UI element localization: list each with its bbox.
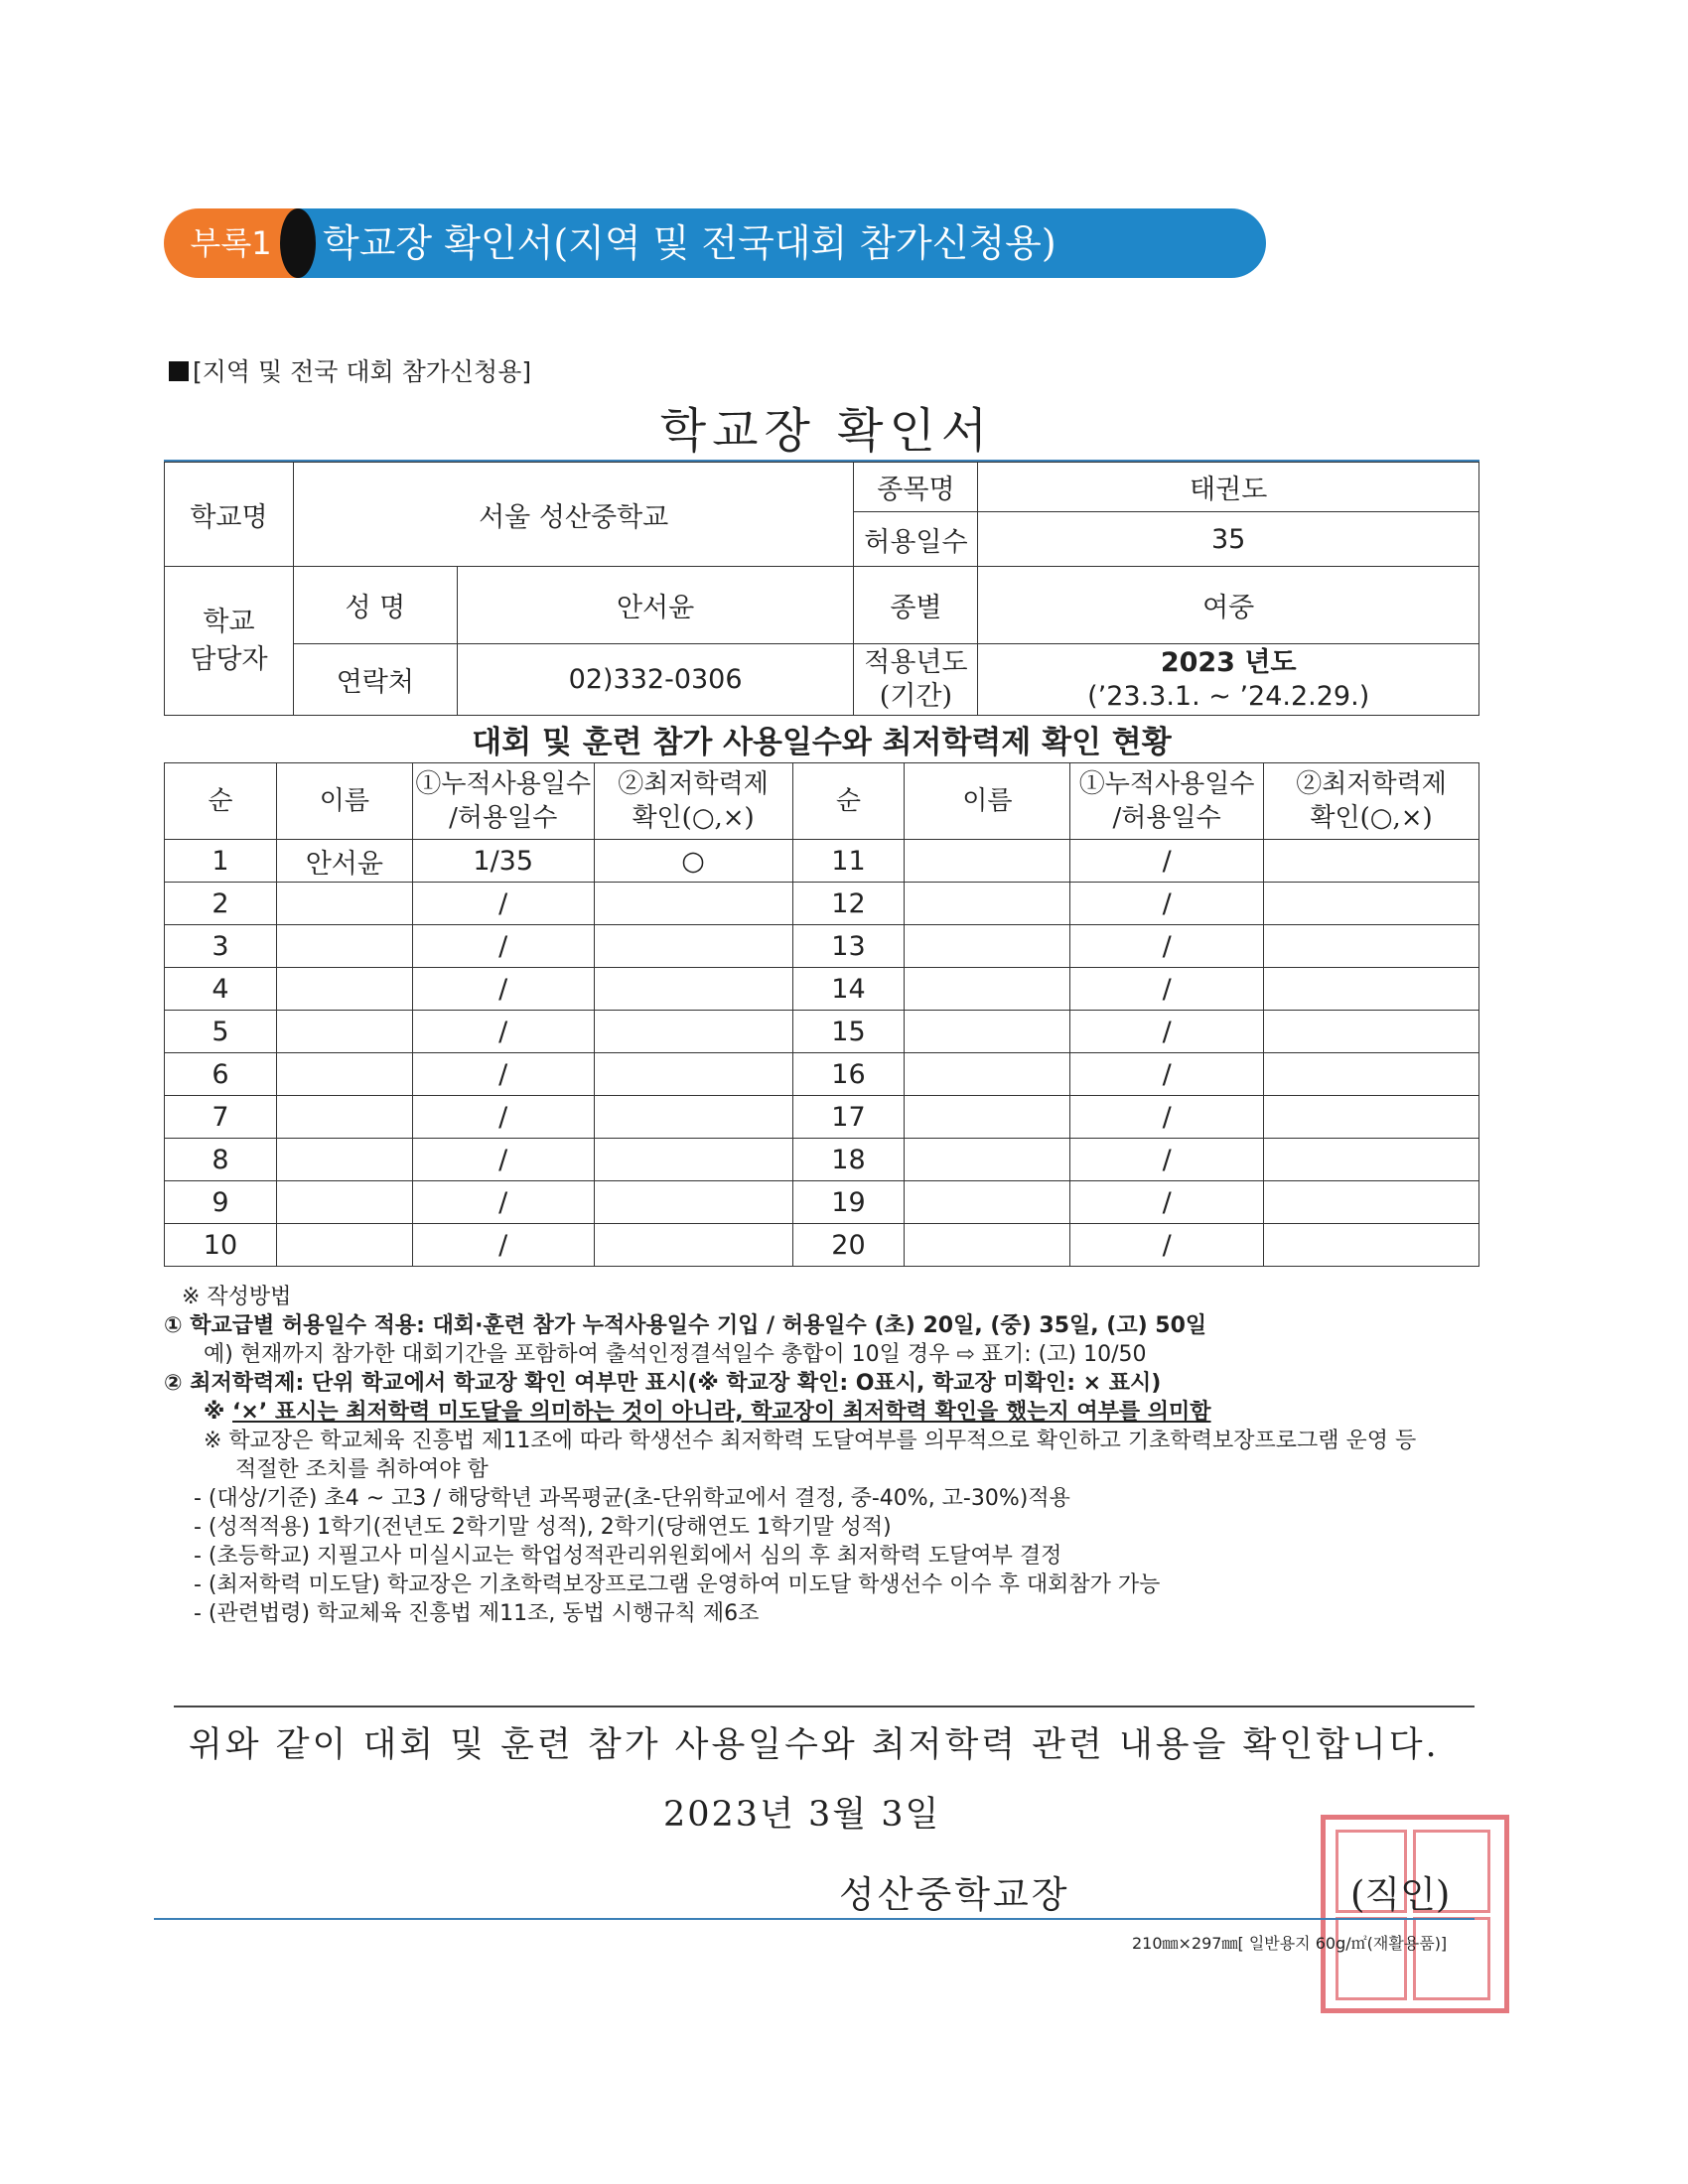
row-number: 3 [165,925,277,968]
sport-label: 종목명 [854,463,978,512]
min-academic-check [594,1224,792,1267]
detail-law: - (관련법령) 학교체육 진흥법 제11조, 동법 시행규칙 제6조 [194,1601,760,1626]
detail-grades: - (성적적용) 1학기(전년도 2학기말 성적), 2학기(당해연도 1학기말 성적) [194,1515,892,1540]
table-row [165,883,1479,925]
detail-elementary: - (초등학교) 지필고사 미실시교는 학업성적관리위원회에서 심의 후 최저학력 도달여부 결정 [194,1544,1062,1569]
detail-below-min: - (최저학력 미도달) 학교장은 기초학력보장프로그램 운영하여 미도달 학생선수 이수 후 대회참가 가능 [194,1572,1161,1597]
used-days: / [412,1096,594,1139]
athlete-name [276,925,412,968]
row-number: 20 [792,1224,905,1267]
athlete-name [905,1096,1070,1139]
used-days: / [412,1139,594,1181]
manager-label: 학교 담당자 [165,567,294,716]
allowed-days-label: 허용일수 [854,512,978,567]
min-academic-check [1264,1224,1479,1267]
row-number: 6 [165,1053,277,1096]
min-academic-check [1264,840,1479,883]
row-number: 10 [165,1224,277,1267]
detail-target: - (대상/기준) 초4 ~ 고3 / 해당학년 과목평균(초-단위학교에서 결정, 중-40%, 고-30%)적용 [194,1486,1070,1511]
used-days: / [412,1224,594,1267]
header-days: ①누적사용일수 /허용일수 [412,763,594,840]
row-number: 5 [165,1011,277,1053]
allowed-days-value: 35 [978,512,1479,567]
athlete-name [905,1224,1070,1267]
seal-label: (직인) [1350,1873,1451,1916]
used-days: / [1070,840,1264,883]
athlete-name [276,1139,412,1181]
athlete-name [905,1011,1070,1053]
athlete-name [905,1181,1070,1224]
table-row [165,1011,1479,1053]
min-academic-check [1264,968,1479,1011]
year-value: 2023 년도 [1160,646,1297,678]
table-row [165,1224,1479,1267]
note-2-remark: ※ ‘×’ 표시는 최저학력 미도달을 의미하는 것이 아니라, 학교장이 최저학력 확인을 했는지 여부를 의미함 [204,1400,1211,1425]
row-number: 4 [165,968,277,1011]
banner-divider [280,208,316,278]
min-academic-check [594,1096,792,1139]
year-cell [978,644,1479,716]
used-days: / [412,1181,594,1224]
row-number: 13 [792,925,905,968]
row-number: 18 [792,1139,905,1181]
athlete-name [276,1181,412,1224]
table-row [165,1096,1479,1139]
row-number: 2 [165,883,277,925]
used-days: / [412,883,594,925]
used-days: / [1070,925,1264,968]
athlete-name [276,1011,412,1053]
used-days: / [1070,1053,1264,1096]
used-days: / [412,1053,594,1096]
min-academic-check [594,883,792,925]
header-days: ①누적사용일수 /허용일수 [1070,763,1264,840]
table-row [165,1139,1479,1181]
note-2-law-cont: 적절한 조치를 취하여야 함 [235,1457,489,1482]
row-number: 11 [792,840,905,883]
row-number: 12 [792,883,905,925]
used-days: / [1070,968,1264,1011]
table-row [165,968,1479,1011]
row-number: 1 [165,840,277,883]
page-title: 학교장 확인서 [659,403,994,459]
athlete-name [905,883,1070,925]
participation-table [164,762,1479,1267]
table-row [165,840,1479,883]
table-header-row [165,763,1479,840]
header-no: 순 [792,763,905,840]
min-academic-check [1264,1139,1479,1181]
table-row [165,925,1479,968]
principal-name: 성산중학교장 [839,1873,1070,1916]
min-academic-check [1264,925,1479,968]
category-value: 여중 [978,567,1479,644]
note-1-example: 예) 현재까지 참가한 대회기간을 포함하여 출석인정결석일수 총합이 10일 경우 ⇨ 표기: (고) 10/50 [204,1342,1147,1367]
used-days: / [1070,1224,1264,1267]
footer-rule [154,1918,1475,1920]
min-academic-check [1264,883,1479,925]
min-academic-check: ○ [594,840,792,883]
used-days: 1/35 [412,840,594,883]
table-row [165,1181,1479,1224]
school-label: 학교명 [165,463,294,567]
row-number: 7 [165,1096,277,1139]
athlete-name [905,1139,1070,1181]
athlete-name [905,1053,1070,1096]
header-no: 순 [165,763,277,840]
min-academic-check [1264,1053,1479,1096]
min-academic-check [594,1139,792,1181]
used-days: / [1070,1139,1264,1181]
row-number: 17 [792,1096,905,1139]
athlete-name [276,883,412,925]
name-value: 안서윤 [457,567,854,644]
issue-date: 2023년 3월 3일 [663,1795,941,1835]
min-academic-check [594,1053,792,1096]
min-academic-check [594,1181,792,1224]
contact-label: 연락처 [293,644,457,716]
note-2-remark-text: ‘×’ 표시는 최저학력 미도달을 의미하는 것이 아니라, 학교장이 최저학력 확인을 했는지 여부를 의미함 [232,1400,1211,1425]
used-days: / [1070,1181,1264,1224]
used-days: / [412,968,594,1011]
athlete-name [905,925,1070,968]
min-academic-check [594,925,792,968]
note-1: ① 학교급별 허용일수 적용: 대회·훈련 참가 누적사용일수 기입 / 허용일수 (초) 20일, (중) 35일, (고) 50일 [164,1313,1207,1338]
used-days: / [412,1011,594,1053]
instructions [164,1283,1484,1628]
athlete-name: 안서윤 [276,840,412,883]
used-days: / [1070,883,1264,925]
header-check: ②최저학력제 확인(○,×) [1264,763,1479,840]
row-number: 19 [792,1181,905,1224]
contact-value: 02)332-0306 [457,644,854,716]
subheading-text: [지역 및 전국 대회 참가신청용] [193,357,532,386]
row-number: 14 [792,968,905,1011]
school-info-table [164,462,1479,716]
athlete-name [276,1096,412,1139]
sport-value: 태권도 [978,463,1479,512]
athlete-name [276,968,412,1011]
square-bullet-icon [169,361,189,381]
category-label: 종별 [854,567,978,644]
row-number: 16 [792,1053,905,1096]
name-label: 성 명 [293,567,457,644]
header-name: 이름 [905,763,1070,840]
min-academic-check [594,1011,792,1053]
paper-spec: 210㎜×297㎜[ 일반용지 60g/㎡(재활용품)] [1132,1934,1448,1953]
used-days: / [412,925,594,968]
min-academic-check [594,968,792,1011]
row-number: 9 [165,1181,277,1224]
notes-heading: ※ 작성방법 [182,1285,292,1309]
athlete-name [276,1053,412,1096]
appendix-tag: 부록1 [164,208,298,278]
row-number: 8 [165,1139,277,1181]
header-name: 이름 [276,763,412,840]
athlete-name [905,840,1070,883]
athlete-name [905,968,1070,1011]
year-label: 적용년도 (기간) [854,644,978,716]
note-2: ② 최저학력제: 단위 학교에서 학교장 확인 여부만 표시(※ 학교장 확인: O표시, 학교장 미확인: × 표시) [164,1371,1162,1396]
athlete-name [276,1224,412,1267]
separator [174,1706,1475,1707]
banner-title: 학교장 확인서(지역 및 전국대회 참가신청용) [323,221,1056,265]
min-academic-check [1264,1011,1479,1053]
row-number: 15 [792,1011,905,1053]
min-academic-check [1264,1181,1479,1224]
confirmation-statement: 위와 같이 대회 및 훈련 참가 사용일수와 최저학력 관련 내용을 확인합니다. [189,1725,1440,1765]
period-value: (’23.3.1. ~ ’24.2.29.) [1087,680,1370,712]
form-subheading [169,352,531,388]
used-days: / [1070,1096,1264,1139]
note-2-law: ※ 학교장은 학교체육 진흥법 제11조에 따라 학생선수 최저학력 도달여부를 의무적으로 확인하고 기초학력보장프로그램 운영 등 [204,1429,1417,1453]
used-days: / [1070,1011,1264,1053]
header-check: ②최저학력제 확인(○,×) [594,763,792,840]
table-row [165,1053,1479,1096]
min-academic-check [1264,1096,1479,1139]
section-title: 대회 및 훈련 참가 사용일수와 최저학력제 확인 현황 [472,725,1172,760]
school-value: 서울 성산중학교 [293,463,854,567]
